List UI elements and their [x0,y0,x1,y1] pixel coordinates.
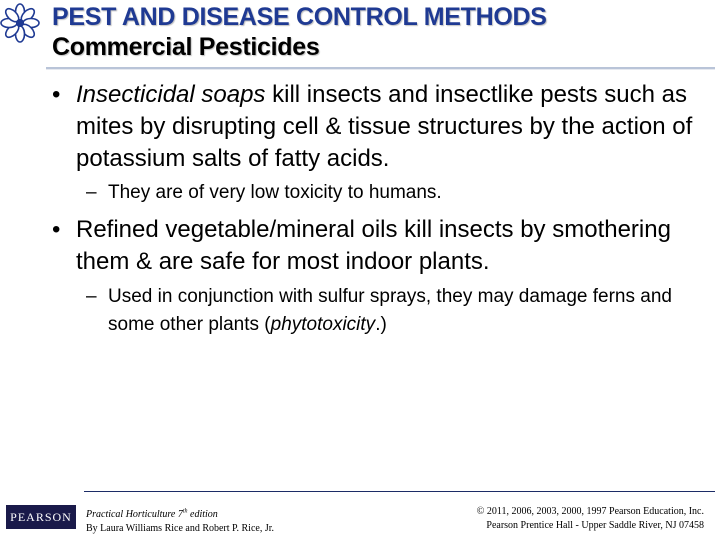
book-title: Practical Horticulture 7 [86,509,183,521]
footer-book-info [86,505,274,536]
footer-authors: By Laura Williams Rice and Robert P. Rice, Jr. [86,523,274,535]
bullet-body: kill insects and insectlike pests such as mites by disrupting cell & tissue structures by the action of potassium salts of fatty acids. [76,81,693,172]
edition-word: edition [187,509,218,521]
sub-bullet-before: Used in conjunction with sulfur sprays, they may damage ferns and some other plants ( [108,286,672,335]
sub-bullet-text: They are of very low toxicity to humans. [108,182,442,203]
sub-bullet-text [108,283,686,339]
flower-icon [0,3,40,43]
page-subtitle: Commercial Pesticides [52,33,320,61]
sub-bullet-after: .) [375,314,387,335]
pearson-logo: PEARSON [6,505,76,529]
bullet-text [76,79,697,175]
sub-bullet-toxicity [86,179,686,207]
page-title: PEST AND DISEASE CONTROL METHODS [52,3,547,31]
edition-sup: th [182,509,188,515]
bullet-insecticidal-soaps [52,79,697,175]
sub-bullet-phytotoxicity [86,283,686,339]
bullet-emphasis: Insecticidal soaps [76,81,266,108]
title-divider [46,67,715,70]
bullet-text: Refined vegetable/mineral oils kill insects by smothering them & are safe for most indoor plants. [76,216,671,275]
footer-publisher: Pearson Prentice Hall - Upper Saddle River, NJ 07458 [486,520,704,531]
footer-copyright: © 2011, 2006, 2003, 2000, 1997 Pearson Education, Inc. [476,506,704,517]
bullet-marker: • [52,81,61,108]
dash-marker: – [86,182,97,203]
footer-copyright-block [477,505,704,533]
bullet-marker: • [52,216,61,243]
footer-divider [84,491,715,492]
footer-book-title [86,505,274,522]
dash-marker: – [86,286,97,307]
bullet-refined-oils [52,214,697,278]
sub-bullet-emphasis: phytotoxicity [270,314,376,335]
